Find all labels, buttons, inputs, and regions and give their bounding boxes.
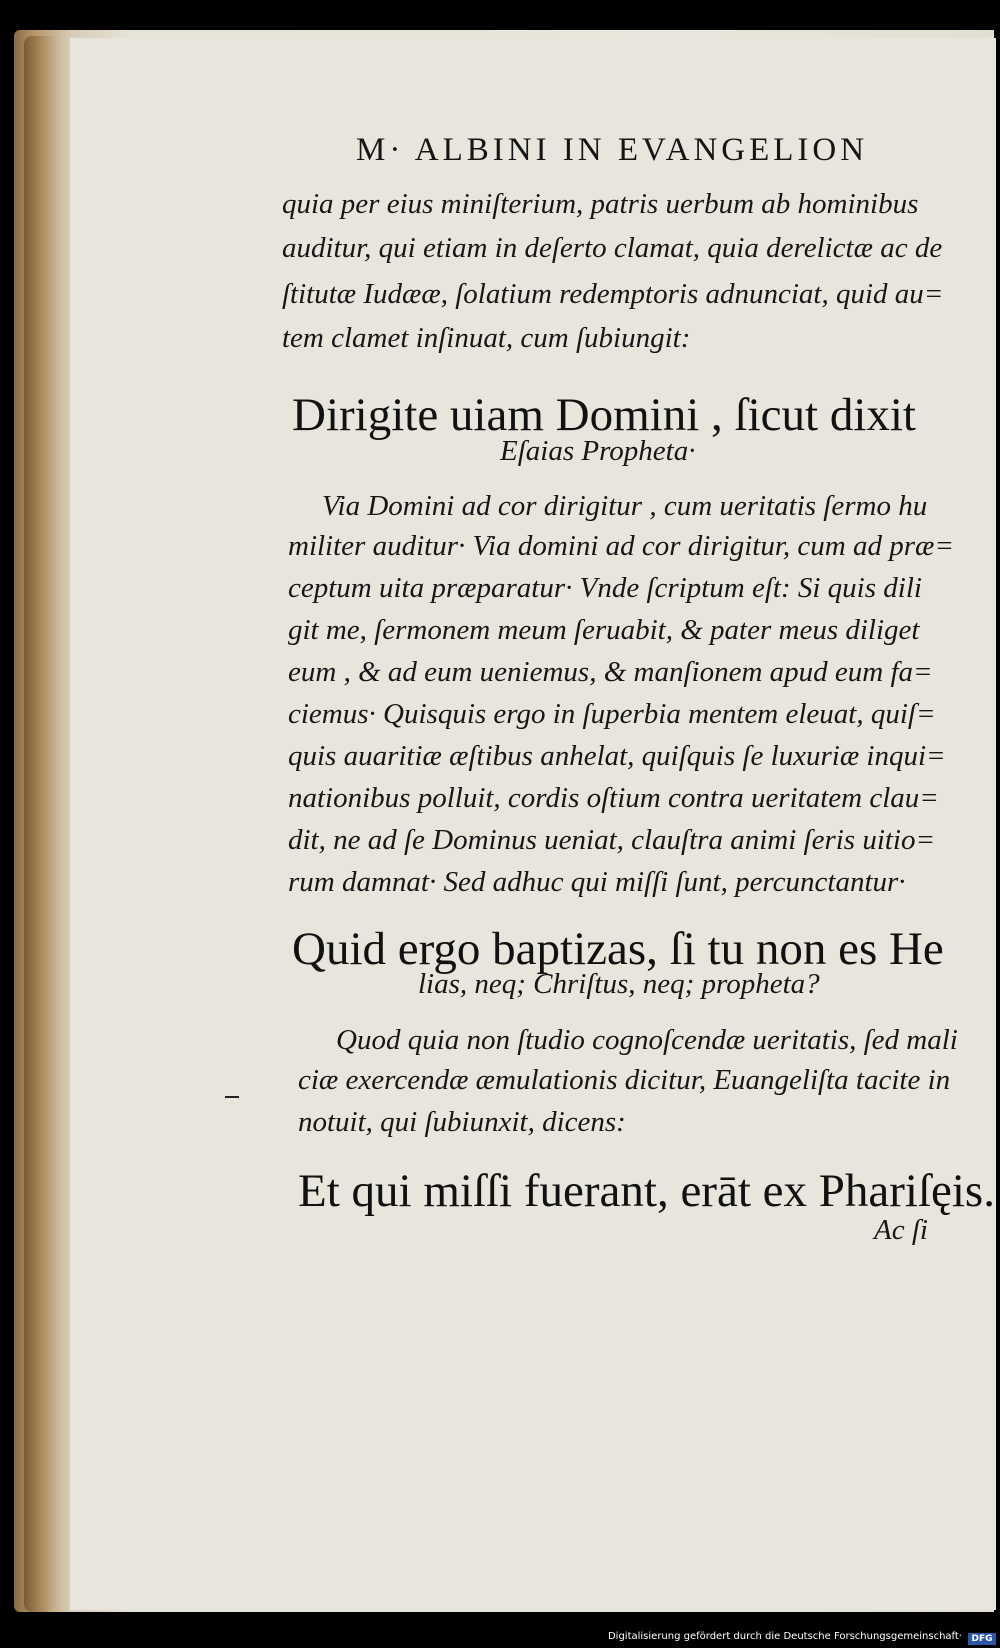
heading-dirigite-sub: Eſaias Propheta· <box>500 435 696 467</box>
footer-credit: Digitalisierung gefördert durch die Deutsche Forschungsgemeinschaft· <box>607 1631 962 1642</box>
text-line: quis auaritiæ æſtibus anhelat, quiſquis ſe luxuriæ inqui= <box>288 740 946 772</box>
text-line: auditur, qui etiam in deſerto clamat, quia derelictæ ac de <box>282 232 943 264</box>
text-line: Quod quia non ſtudio cognoſcendæ ueritatis, ſed mali <box>336 1024 958 1056</box>
heading-et-qui: Et qui miſſi fuerant, erāt ex Phariſęis. <box>298 1165 995 1217</box>
margin-mark <box>225 1096 239 1098</box>
heading-quid-ergo-sub: lias, neq; Chriſtus, neq; propheta? <box>418 968 820 1000</box>
running-head: M· ALBINI IN EVANGELION <box>356 132 869 168</box>
heading-dirigite: Dirigite uiam Domini , ſicut dixit <box>292 389 916 441</box>
text-line: dit, ne ad ſe Dominus ueniat, clauſtra animi ſeris uitio= <box>288 824 936 856</box>
text-line: eum , & ad eum ueniemus, & manſionem apud eum fa= <box>288 656 933 688</box>
text-line: Via Domini ad cor dirigitur , cum ueritatis ſermo hu <box>322 490 928 522</box>
text-line: tem clamet inſinuat, cum ſubiungit: <box>282 322 691 354</box>
text-line: git me, ſermonem meum ſeruabit, & pater meus diliget <box>288 614 920 646</box>
text-line: rum damnat· Sed adhuc qui miſſi ſunt, percunctantur· <box>288 866 906 898</box>
page-edge <box>24 36 74 1612</box>
heading-quid-ergo: Quid ergo baptizas, ſi tu non es He <box>292 923 944 975</box>
text-line: ceptum uita præparatur· Vnde ſcriptum eſt: Si quis dili <box>288 572 922 604</box>
text-line: ſtitutæ Iudææ, ſolatium redemptoris adnunciat, quid au= <box>282 278 944 310</box>
text-line: militer auditur· Via domini ad cor dirigitur, cum ad præ= <box>288 530 954 562</box>
catchword: Ac ſi <box>874 1214 928 1246</box>
text-line: notuit, qui ſubiunxit, dicens: <box>298 1106 626 1138</box>
text-line: quia per eius miniſterium, patris uerbum ab hominibus <box>282 188 919 220</box>
text-line: nationibus polluit, cordis oſtium contra ueritatem clau= <box>288 782 939 814</box>
dfg-logo: DFG <box>968 1633 996 1645</box>
text-line: ciæ exercendæ æmulationis dicitur, Euangeliſta tacite in <box>298 1064 951 1096</box>
text-line: ciemus· Quisquis ergo in ſuperbia mentem eleuat, quiſ= <box>288 698 936 730</box>
